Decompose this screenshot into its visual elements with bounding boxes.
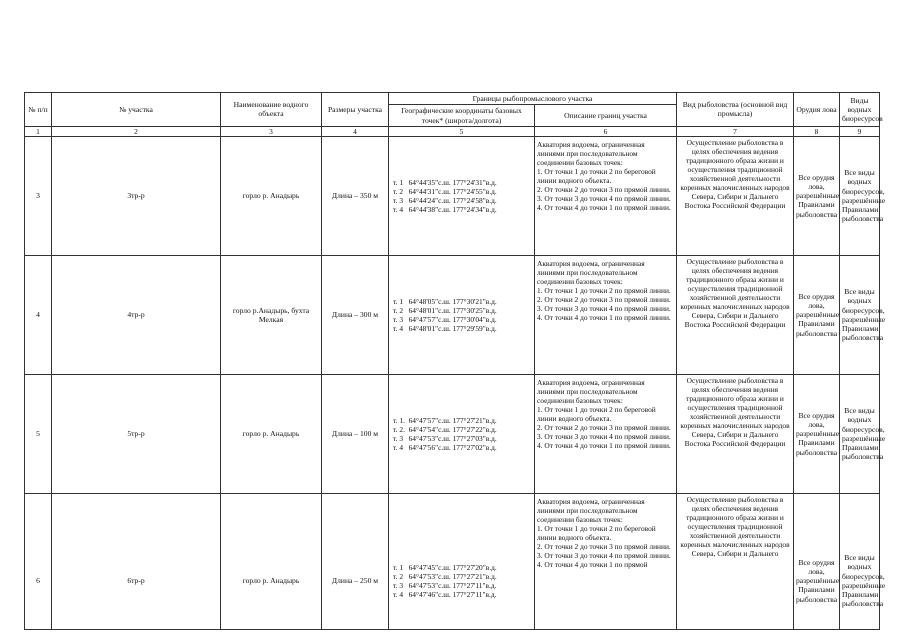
- coord-line: т. 4 64°47'46"с.ш. 177°27'11"в.д.: [393, 589, 497, 599]
- cell-water-body: горло р. Анадырь: [221, 493, 322, 629]
- cell-size: Длина – 100 м: [322, 374, 389, 493]
- coord-line: т. 3 64°44'24"с.ш. 177°24'58"в.д.: [393, 195, 497, 205]
- fishing-type-text: Осуществление рыболовства в целях обеспечения ведения традиционного образа жизни и осуществления традиционной хозяйственной деятельности коренных малочисленных народов Севера, Сибири и Дальнего Востока Российской Федерации: [680, 137, 790, 210]
- column-number: 4: [322, 126, 389, 136]
- cell-coords: [389, 493, 535, 629]
- header-gear: Орудия лова: [794, 93, 840, 127]
- coord-line: т. 4 64°48'01"с.ш. 177°29'59"в.д.: [393, 323, 497, 333]
- coord-line: т. 2 64°48'01"с.ш. 177°30'25"в.д.: [393, 305, 497, 315]
- cell-coords: [389, 255, 535, 374]
- column-number: 3: [221, 126, 322, 136]
- column-number: 6: [535, 126, 677, 136]
- cell-description: [535, 493, 677, 629]
- header-water-body: Наименование водного объекта: [221, 93, 322, 127]
- table-row: [25, 374, 880, 493]
- cell-area: 5тр-р: [52, 374, 221, 493]
- coord-line: т. 1 64°47'45"с.ш. 177°27'20"в.д.: [393, 562, 497, 572]
- fishing-type-text: Осуществление рыболовства в целях обеспечения ведения традиционного образа жизни и осуществления традиционной хозяйственной деятельности коренных малочисленных народов Севера, Сибири и Дальнего Востока Российской Федерации: [680, 375, 790, 448]
- cell-gear: Все орудия лова, разрешённые Правилами рыболовства: [794, 136, 840, 255]
- cell-description: [535, 255, 677, 374]
- fishing-type-text: Осуществление рыболовства в целях обеспечения ведения традиционного образа жизни и осуществления традиционной хозяйственной деятельности коренных малочисленных народов Севера, Сибири и Дальнего: [680, 494, 790, 558]
- cell-description: [535, 374, 677, 493]
- description-text: Акватория водоема, ограниченная линиями при последовательном соединении базовых точек: 1. От точки 1 до точки 2 по береговой линии водного объекта. 2. От точки 2 до точки 3 по прямой линии. 3. От точки 3 до точки 4 по прямой линии. 4. От точки 4 до точки 1 по прямой линии.: [537, 377, 671, 450]
- cell-species: Все виды водных биоресурсов, разрешённые Правилами рыболовства: [840, 255, 880, 374]
- column-number: 9: [840, 126, 880, 136]
- coord-line: т. 2. 64°47'54"с.ш. 177°27'22"в.д.: [393, 424, 497, 434]
- fishing-type-text: Осуществление рыболовства в целях обеспечения ведения традиционного образа жизни и осуществления традиционной хозяйственной деятельности коренных малочисленных народов Севера, Сибири и Дальнего Востока Российской Федерации: [680, 256, 790, 329]
- coord-line: т. 4 64°44'38"с.ш. 177°24'34"в.д.: [393, 204, 497, 214]
- cell-gear: Все орудия лова, разрешённые Правилами рыболовства: [794, 374, 840, 493]
- cell-size: Длина – 250 м: [322, 493, 389, 629]
- column-number: 1: [25, 126, 52, 136]
- coord-line: т. 1 64°44'35"с.ш. 177°24'31"в.д.: [393, 177, 497, 187]
- coord-line: т. 4 64°47'56"с.ш. 177°27'02"в.д.: [393, 442, 497, 452]
- column-number: 8: [794, 126, 840, 136]
- cell-water-body: горло р. Анадырь: [221, 136, 322, 255]
- header-fishing-type: Вид рыболовства (основной вид промысла): [677, 93, 794, 127]
- header-boundaries-group: Границы рыбопромыслового участка: [389, 93, 677, 105]
- cell-coords: [389, 374, 535, 493]
- cell-area: 3тр-р: [52, 136, 221, 255]
- coord-line: т. 3 64°47'57"с.ш. 177°30'04"в.д.: [393, 314, 497, 324]
- cell-description: [535, 136, 677, 255]
- coord-line: т. 2 64°44'31"с.ш. 177°24'55"в.д.: [393, 186, 497, 196]
- cell-species: Все виды водных биоресурсов, разрешённые Правилами рыболовства: [840, 374, 880, 493]
- cell-water-body: горло р. Анадырь: [221, 374, 322, 493]
- cell-size: Длина – 350 м: [322, 136, 389, 255]
- cell-water-body: горло р.Анадырь, бухта Мелкая: [221, 255, 322, 374]
- cell-gear: Все орудия лова, разрешённые Правилами рыболовства: [794, 493, 840, 629]
- description-text: Акватория водоема, ограниченная линиями при последовательном соединении базовых точек: 1. От точки 1 до точки 2 по береговой линии водного объекта. 2. От точки 2 до точки 3 по прямой линии. 3. От точки 3 до точки 4 по прямой линии. 4. От точки 4 до точки 1 по прямой линии.: [537, 139, 671, 212]
- cell-num: 3: [25, 136, 52, 255]
- coord-line: т. 1. 64°47'57"с.ш. 177°27'21"в.д.: [393, 415, 497, 425]
- header-num: № п/п: [25, 93, 52, 127]
- cell-num: 6: [25, 493, 52, 629]
- table-row: [25, 255, 880, 374]
- cell-num: 4: [25, 255, 52, 374]
- column-number: 5: [389, 126, 535, 136]
- cell-area: 6тр-р: [52, 493, 221, 629]
- coord-line: т. 3 64°47'53"с.ш. 177°27'11"в.д.: [393, 580, 497, 590]
- cell-gear: Все орудия лова, разрешённые Правилами рыболовства: [794, 255, 840, 374]
- header-size: Размеры участка: [322, 93, 389, 127]
- coord-line: т. 2 64°47'53"с.ш. 177°27'21"в.д.: [393, 571, 497, 581]
- coord-line: т. 3 64°47'53"с.ш. 177°27'03"в.д.: [393, 433, 497, 443]
- column-number: 7: [677, 126, 794, 136]
- cell-fishing-type: [677, 374, 794, 493]
- header-species: Виды водных биоресурсов: [840, 93, 880, 127]
- header-description: Описание границ участка: [535, 105, 677, 127]
- header-area-no: № участка: [52, 93, 221, 127]
- description-text: Акватория водоема, ограниченная линиями при последовательном соединении базовых точек: 1. От точки 1 до точки 2 по береговой линии водного объекта. 2. От точки 2 до точки 3 по прямой линии. 3. От точки 3 до точки 4 по прямой линии. 4. От точки 4 до точки 1 по прямой: [537, 496, 671, 569]
- cell-num: 5: [25, 374, 52, 493]
- column-number: 2: [52, 126, 221, 136]
- cell-fishing-type: [677, 493, 794, 629]
- table-row: [25, 493, 880, 629]
- cell-species: Все виды водных биоресурсов, разрешённые Правилами рыболовства: [840, 136, 880, 255]
- table-row: [25, 136, 880, 255]
- header-coords: Географические координаты базовых точек* (широта/долгота): [389, 105, 535, 127]
- cell-size: Длина – 300 м: [322, 255, 389, 374]
- cell-area: 4тр-р: [52, 255, 221, 374]
- cell-fishing-type: [677, 136, 794, 255]
- cell-species: Все виды водных биоресурсов, разрешённые Правилами рыболовства: [840, 493, 880, 629]
- coord-line: т. 1 64°48'05"с.ш. 177°30'21"в.д.: [393, 296, 497, 306]
- cell-fishing-type: [677, 255, 794, 374]
- cell-coords: [389, 136, 535, 255]
- fishing-areas-table: [24, 92, 886, 630]
- description-text: Акватория водоема, ограниченная линиями при последовательном соединении базовых точек: 1. От точки 1 до точки 2 по прямой линии. 2. От точки 2 до точки 3 по прямой линии. 3. От точки 3 до точки 4 по прямой линии. 4. От точки 4 до точки 1 по прямой линии.: [537, 258, 671, 322]
